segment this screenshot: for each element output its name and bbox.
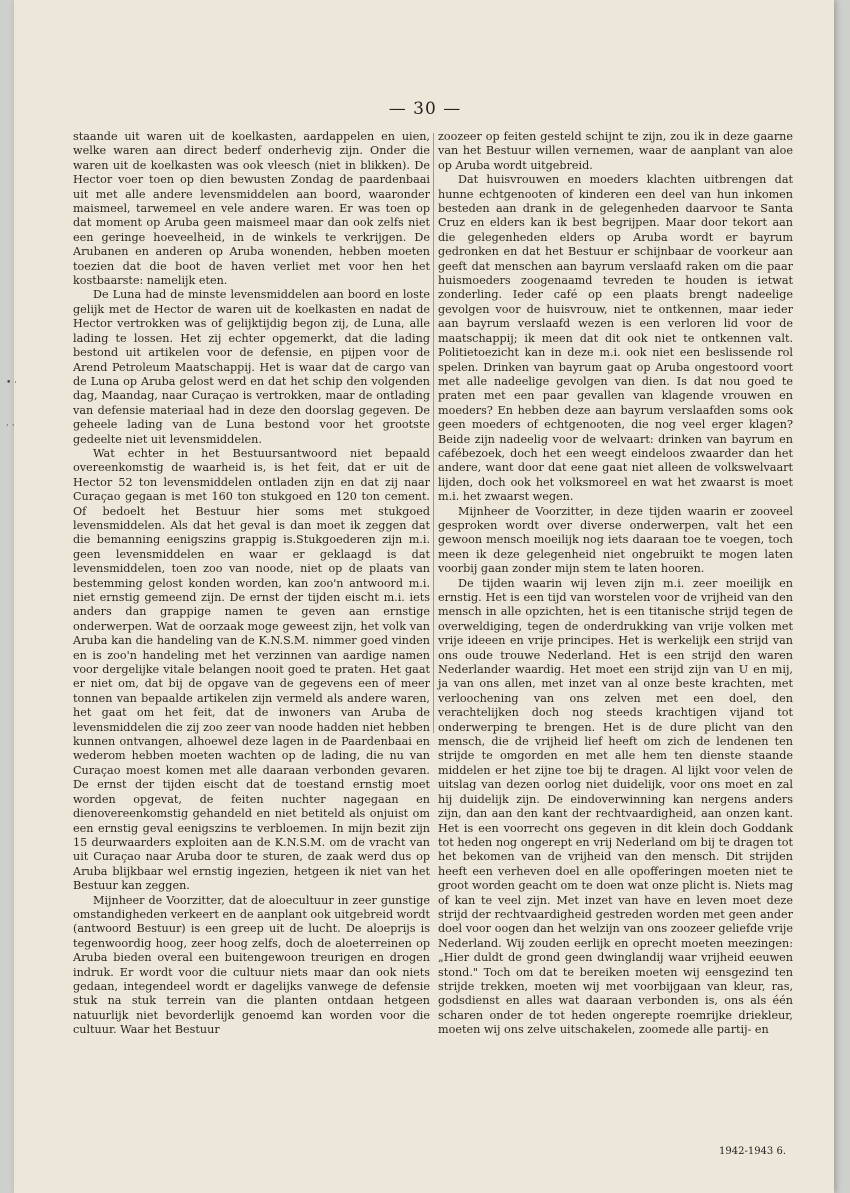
paragraph: De Luna had de minste levensmiddelen aan boord en loste gelijk met de Hector de waren uit de koelkasten en nadat de Hector vertrokken was of gelijktijdig begon zij, de Luna, alle lading te lossen. Het zij echter opgemerkt, dat die lading bestond uit artikelen voor de defensie, en pijpen voor de Arend Petroleum Maatschappij. Het is waar dat de cargo van de Luna op Aruba gelost werd en dat het schip den volgenden dag, Maandag, naar Curaçao is vertrokken, maar de ontlading van defensie materiaal had in deze den doorslag gegeven. De geheele lading van de Luna bestond voor het grootste gedeelte niet uit levensmiddelen. bbox=[73, 288, 430, 446]
left-column bbox=[73, 130, 430, 1038]
paragraph: Mijnheer de Voorzitter, dat de aloecultuur in zeer gunstige omstandigheden verkeert en de aanplant ook uitgebreid wordt (antwoord Bestuur) is een greep uit de lucht. De aloeprijs is tegenwoordig hoog, zeer hoog zelfs, doch de aloeterreinen op Aruba bieden overal een buitengewoon treurigen en drogen indruk. Er wordt voor die cultuur niets maar dan ook niets gedaan, integendeel wordt er dagelijks vanwege de defensie stuk na stuk terrein van die planten ontdaan hetgeen natuurlijk niet bevorderlijk genoemd kan worden voor die cultuur. Waar het Bestuur bbox=[73, 893, 430, 1037]
margin-mark-icon: • · bbox=[6, 378, 18, 388]
margin-mark-icon: · · bbox=[6, 421, 15, 431]
right-column bbox=[438, 130, 793, 1038]
paragraph: Wat echter in het Bestuursantwoord niet bepaald overeenkomstig de waarheid is, is het feit, dat er uit de Hector 52 ton levensmiddelen ontladen zijn en dat zij naar Curaçao gegaan is met 160 ton stukgoed en 120 ton cement. Of bedoelt het Bestuur hier soms met stukgoed levensmiddelen. Als dat het geval is dan moet ik zeggen dat die bemanning eenigszins grappig is.Stukgoederen zijn m.i. geen levensmiddelen en waar er geklaagd is dat levensmiddelen, toen zoo van noode, niet op de plaats van bestemming gelost konden worden, kan zoo'n antwoord m.i. niet ernstig gemeend zijn. De ernst der tijden eischt m.i. iets anders dan grappige namen te geven aan ernstige onderwerpen. Wat de oorzaak moge geweest zijn, het volk van Aruba kan die handeling van de K.N.S.M. nimmer goed vinden en is zoo'n handeling met het verzinnen van aardige namen voor dergelijke vitale belangen nooit goed te praten. Het gaat er niet om, dat bij de opgave van de gegevens een of meer tonnen van bepaalde artikelen zijn vermeld als andere waren, het gaat om het feit, dat de inwoners van Aruba de levensmiddelen die zij zoo zeer van noode hadden niet hebben kunnen ontvangen, alhoewel deze lagen in de Paardenbaai en wederom hebben moeten wachten op de lading, die nu van Curaçao moest komen met alle daaraan verbonden gevaren. De ernst der tijden eischt dat de toestand ernstig moet worden opgevat, de feiten nuchter nagegaan en dienovereenkomstig gehandeld en niet betiteld als onjuist om een ernstig geval eenigszins te verbloemen. In mijn bezit zijn 15 deurwaarders exploiten aan de K.N.S.M. om de vracht van uit Curaçao naar Aruba door te sturen, de zaak werd dus op Aruba blijkbaar wel ernstig ingezien, hetgeen ik niet van het Bestuur kan zeggen. bbox=[73, 446, 430, 893]
paragraph: Mijnheer de Voorzitter, in deze tijden waarin er zooveel gesproken wordt over diverse onderwerpen, valt het een gewoon mensch moeilijk nog iets daaraan toe te voegen, toch meen ik deze gelegenheid niet ongebruikt te mogen laten voorbij gaan zonder mijn stem te laten hooren. bbox=[438, 504, 793, 576]
paragraph: De tijden waarin wij leven zijn m.i. zeer moeilijk en ernstig. Het is een tijd van worstelen voor de vrijheid van den mensch in alle opzichten, het is een titanische strijd tegen de overweldiging, tegen de onderdrukking van vrije volken met vrije ideeen en vrije principes. Het is werkelijk een strijd van ons oude trouwe Nederland. Het is een strijd den waren Nederlander waardig. Het moet een strijd zijn van U en mij, ja van ons allen, met inzet van al onze beste krachten, met verloochening van ons zelven met een doel, den verachtelijken doch nog steeds krachtigen vijand tot onderwerping te brengen. Het is de dure plicht van den mensch, die de vrijheid lief heeft om zich de lendenen ten strijde te omgorden en met alle hem ten dienste staande middelen er het zijne toe bij te dragen. Al lijkt voor velen de uitslag van dezen oorlog niet duidelijk, voor ons moet en zal hij duidelijk zijn. De eindoverwinning kan nergens anders zijn, dan aan den kant der rechtvaardigheid, aan onzen kant. Het is een voorrecht ons gegeven in dit klein doch Goddank tot heden nog ongerept en vrij Nederland om bij te dragen tot het bekomen van de vrijheid van den mensch. Dit strijden heeft een verheven doel en alle opofferingen moeten niet te groot worden geacht om te doen wat onze plicht is. Niets mag of kan te veel zijn. Met inzet van have en leven moet deze strijd der rechtvaardigheid gestreden worden met geen ander doel voor oogen dan het welzijn van ons zoozeer geliefde vrije Nederland. Wij zouden eerlijk en oprecht moeten meezingen: „Hier duldt de grond geen dwinglandij waar vrijheid eeuwen stond." Toch om dat te bereiken moeten wij eensgezind ten strijde trekken, moeten wij met voorbijgaan van kleur, ras, godsdienst en alles wat daaraan verbonden is, ons als één scharen onder de tot heden ongerepte roemrijke driekleur, moeten wij ons zelve uitschakelen, zoomede alle partij- en bbox=[438, 576, 793, 1037]
column-divider bbox=[433, 133, 434, 733]
paragraph: Dat huisvrouwen en moeders klachten uitbrengen dat hunne echtgenooten of kinderen een deel van hun inkomen besteden aan drank in de gelegenheden daarvoor te Santa Cruz en elders kan ik best begrijpen. Maar door tekort aan die gelegenheden elders op Aruba wordt er bayrum gedronken en dat het Bestuur er schijnbaar de voorkeur aan geeft dat menschen aan bayrum verslaafd raken om die paar huismoeders zoogenaamd tevreden te houden is ietwat zonderling. Ieder café op een plaats brengt nadeelige gevolgen voor de huisvrouw, niet te ontkennen, maar ieder aan bayrum verslaafd wezen is een verloren lid voor de maatschappij; ik meen dat dit ook niet te ontkennen valt. Politietoezicht kan in deze m.i. ook niet een beslissende rol spelen. Drinken van bayrum gaat op Aruba ongestoord voort met alle nadeelige gevolgen van dien. Is dat nou goed te praten met een paar gevallen van klagende vrouwen en moeders? En hebben deze aan bayrum verslaafden soms ook geen moeders of echtgenooten, die nog veel erger klagen? Beide zijn nadeelig voor de welvaart: drinken van bayrum en cafébezoek, doch het een weegt eindeloos zwaarder dan het andere, want door dat eene gaat niet alleen de volkswelvaart lijden, doch ook het volksmoreel en wat het zwaarst is moet m.i. het zwaarst wegen. bbox=[438, 173, 793, 504]
page-number: — 30 — bbox=[388, 99, 462, 119]
paragraph: staande uit waren uit de koelkasten, aardappelen en uien, welke waren aan direct bederf onderhevig zijn. Onder die waren uit de koelkasten was ook vleesch (niet in blikken). De Hector voer toen op dien bewusten Zondag de paardenbaai uit met alle andere levensmiddelen aan boord, waaronder maismeel, tarwemeel en vele andere waren. Er was toen op dat moment op Aruba geen maismeel maar dan ook zelfs niet een geringe hoeveelheid, in de winkels te verkrijgen. De Arubanen en anderen op Aruba wonenden, hebben moeten toezien dat die boot de haven verliet met voor hen het kostbaarste: namelijk eten. bbox=[73, 130, 430, 288]
paragraph: zoozeer op feiten gesteld schijnt te zijn, zou ik in deze gaarne van het Bestuur willen vernemen, waar de aanplant van aloe op Aruba wordt uitgebreid. bbox=[438, 130, 793, 172]
footer-signature: 1942-1943 6. bbox=[719, 1146, 786, 1157]
